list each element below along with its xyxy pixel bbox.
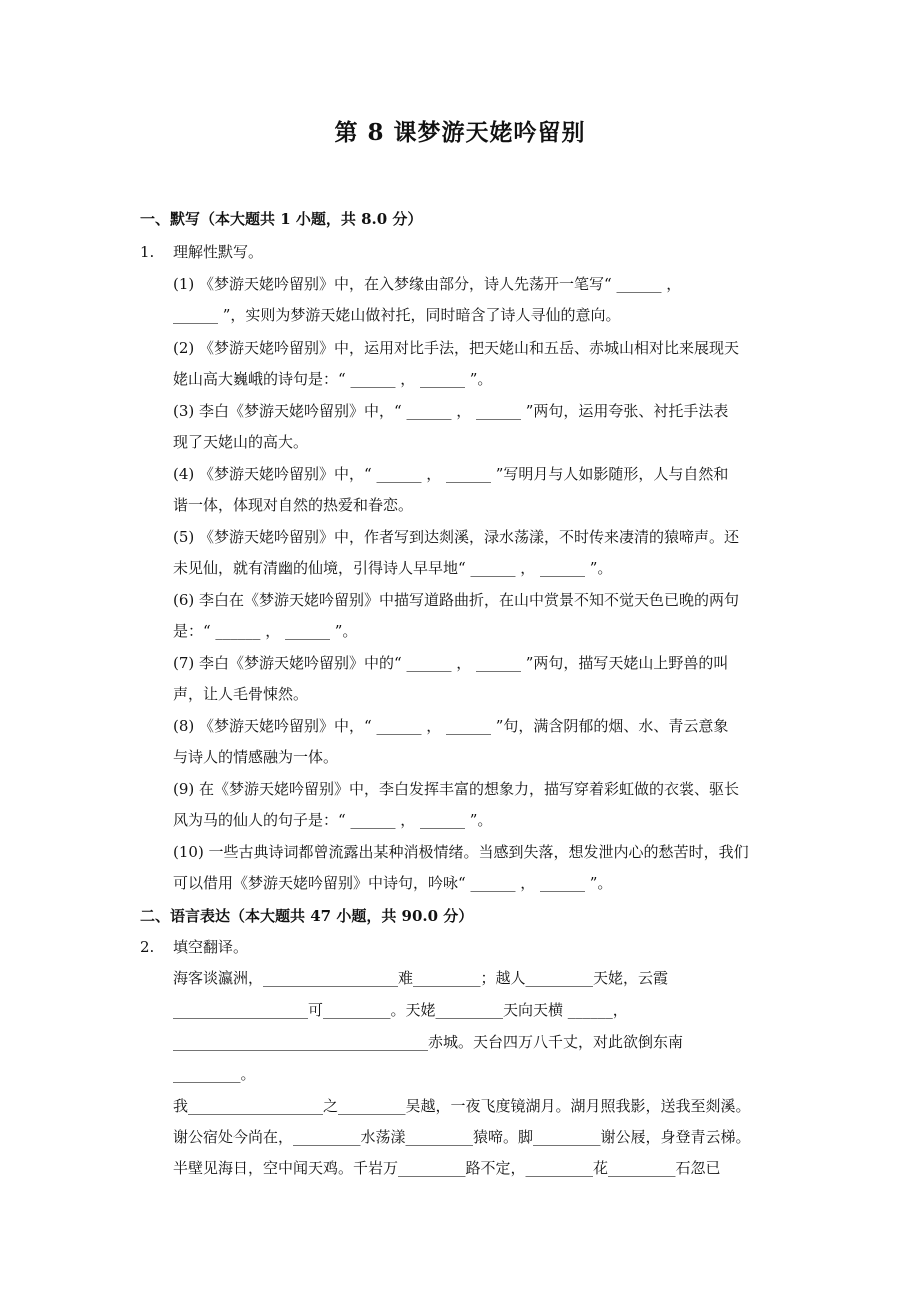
page-title: 第 8 课梦游天姥吟留别 <box>334 119 586 146</box>
question-1-line: 与诗人的情感融为一体。 <box>173 748 339 766</box>
question-2-line: 海客谈瀛洲，__________________难_________；越人_________天姥，云霞 <box>173 969 669 987</box>
question-1-line: 现了天姥山的高大。 <box>173 433 309 451</box>
section-heading-language: 二、语言表达（本大题共 47 小题，共 90.0 分） <box>140 907 474 925</box>
question-1-line: (9) 在《梦游天姥吟留别》中，李白发挥丰富的想象力，描写穿着彩虹做的衣裳、驱长 <box>173 780 740 798</box>
question-1-line: (7) 李白《梦游天姥吟留别》中的“ ______ ， ______ ”两句，描写天姥山上野兽的叫 <box>173 654 729 672</box>
question-1-line: (10) 一些古典诗词都曾流露出某种消极情绪。当感到失落，想发泄内心的愁苦时，我们 <box>173 843 749 861</box>
question-number-1: 1. <box>140 243 155 261</box>
question-1-prompt: 理解性默写。 <box>173 243 264 261</box>
question-1-line: 谐一体，体现对自然的热爱和眷恋。 <box>173 496 414 514</box>
question-1-line: (1) 《梦游天姥吟留别》中，在入梦缘由部分，诗人先荡开一笔写“ ______ ， <box>173 275 682 293</box>
question-1-line: (2) 《梦游天姥吟留别》中，运用对比手法，把天姥山和五岳、赤城山相对比来展现天 <box>173 339 740 357</box>
question-1-line: (3) 李白《梦游天姥吟留别》中，“ ______ ， ______ ”两句，运用夸张、衬托手法表 <box>173 402 729 420</box>
question-2-line: __________________________________赤城。天台四万八千丈，对此欲倒东南 <box>173 1033 684 1051</box>
question-2-line: 谢公宿处今尚在，_________水荡漾_________猿啼。脚_________谢公屐，身登青云梯。 <box>173 1128 751 1146</box>
question-1-line: 是：“ ______ ， ______ ”。 <box>173 622 358 640</box>
question-2-prompt: 填空翻译。 <box>173 938 249 956</box>
question-1-line: (6) 李白在《梦游天姥吟留别》中描写道路曲折，在山中赏景不知不觉天色已晚的两句 <box>173 591 740 609</box>
question-1-line: (8) 《梦游天姥吟留别》中，“ ______ ， ______ ”句，满含阴郁的烟、水、青云意象 <box>173 717 729 735</box>
question-1-line: 未见仙，就有清幽的仙境，引得诗人早早地“ ______ ， ______ ”。 <box>173 559 613 577</box>
question-1-line: 姥山高大巍峨的诗句是：“ ______ ， ______ ”。 <box>173 370 493 388</box>
question-1-line: ______ ”，实则为梦游天姥山做衬托，同时暗含了诗人寻仙的意向。 <box>173 306 621 324</box>
question-1-line: 风为马的仙人的句子是：“ ______ ， ______ ”。 <box>173 811 493 829</box>
question-2-line: 我__________________之_________吴越，一夜飞度镜湖月。湖月照我影，送我至剡溪。 <box>173 1097 751 1115</box>
question-1-line: (4) 《梦游天姥吟留别》中，“ ______ ， ______ ”写明月与人如影随形，人与自然和 <box>173 465 729 483</box>
section-heading-dictation: 一、默写（本大题共 1 小题，共 8.0 分） <box>140 210 423 228</box>
question-number-2: 2. <box>140 938 155 956</box>
question-2-line: __________________可_________。天姥_________天向天横 ______， <box>173 1001 628 1019</box>
question-2-line: 半壁见海日，空中闻天鸡。千岩万_________路不定，_________花_________石忽已 <box>173 1159 721 1177</box>
question-1-line: 声，让人毛骨悚然。 <box>173 685 309 703</box>
question-1-line: 可以借用《梦游天姥吟留别》中诗句，吟咏“ ______ ， ______ ”。 <box>173 874 613 892</box>
question-2-line: _________。 <box>173 1065 256 1083</box>
question-1-line: (5) 《梦游天姥吟留别》中，作者写到达剡溪，渌水荡漾，不时传来凄清的猿啼声。还 <box>173 528 740 546</box>
